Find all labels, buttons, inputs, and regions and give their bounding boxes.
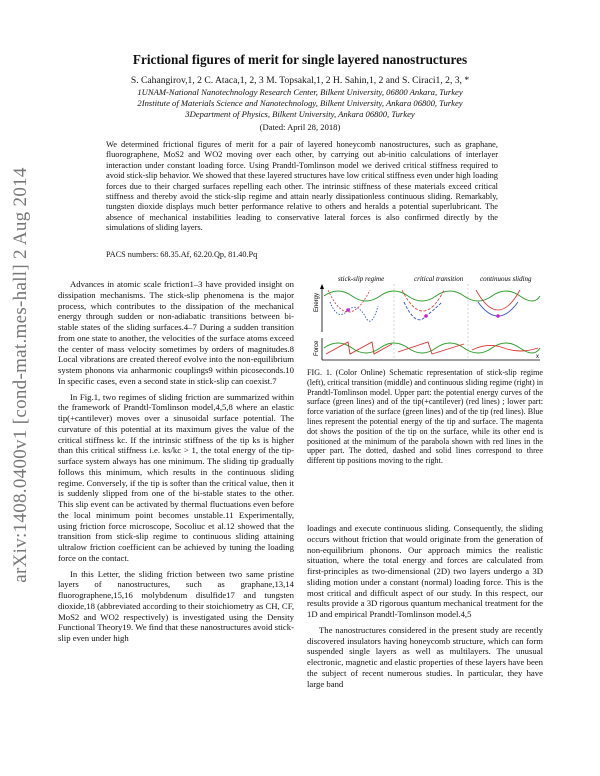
paragraph: In this Letter, the sliding friction between two same pristine layers of nanostructures, such as graphane,13,14 fluorographene,15,16 molybdenum disulfide17 and tungsten dioxide,18 (abbreviated according to their stoichiometry as CH, CF, MoS2 and WO2 respectively) is investigated using the Density Functional Theory19. We find that these nanostructures avoid stick-slip even under high (58, 568, 294, 643)
date-line: (Dated: April 28, 2018) (259, 122, 341, 132)
pacs-numbers: PACS numbers: 68.35.Af, 62.20.Qp, 81.40.Pq (106, 250, 258, 259)
tip-position-dot-1 (346, 308, 350, 312)
figure-1 (308, 272, 542, 364)
label-critical: critical transition (414, 275, 464, 283)
tip-position-dot-2 (424, 314, 428, 318)
label-stick-slip: stick-slip regime (338, 275, 385, 283)
abstract: We determined frictional figures of merit for a pair of layered honeycomb nanostructures, such as graphane, fluorographene, MoS2 and WO2 moving over each other, by carrying out ab-initio calculations of interlayer interaction under constant loading force. Using Prandtl-Tomlinson model we derived critical stiffness required to avoid stick-slip behavior. We showed that these layered structures have low critical stiffness even under high loading forces due to their charged surfaces repelling each other. The intrinsic stiffness of these materials exceed critical stiffness and thereby avoid the stick-slip regime and attain nearly dissipationless continuous sliding. Remarkably, tungsten dioxide displays much better performance relative to others and heralds a potential superlubricant. The absence of mechanical instabilities leading to conservative lateral forces is also confirmed directly by the simulations of sliding layers. (106, 140, 498, 233)
affiliation-2: 2Institute of Materials Science and Nanotechnology, Bilkent University, Ankara 06800, Turkey (137, 98, 463, 108)
paragraph: loadings and execute continuous sliding. Consequently, the sliding occurs without friction that would originate from the generation of non-equilibrium phonons. Our approach mimics the realistic situation, where the total energy and forces are calculated from first-principles as two-dimensional (2D) two layers undergo a 3D sliding motion under a constant (normal) loading force. This is the most critical and difficult aspect of our study. In this respect, our results provide a 3D rigorous quantum mechanical treatment for the 1D and empirical Prandtl-Tomlinson model.4,5 (307, 523, 543, 619)
paragraph: The nanostructures considered in the present study are recently discovered insulators having honeycomb structure, which can form suspended single layers as well as multilayers. The unusual electronic, magnetic and elastic properties of these layers have been the subject of recent numerous studies. In particular, they have large band (307, 624, 543, 689)
affiliation-3: 3Department of Physics, Bilkent University, Ankara 06800, Turkey (185, 109, 415, 119)
figure-background (308, 272, 542, 364)
paragraph: In Fig.1, two regimes of sliding friction are summarized within the framework of Prandtl-Tomlinson model,4,5,8 where an elastic tip(+cantilever) moves over a sinusoidal surface potential. The curvature of this potential at its maximum gives the value of the critical stiffness kc. If the intrinsic stiffness of the tip ks is higher than this critical stiffness i.e. ks/kc > 1, the total energy of the tip-surface system always has one minimum. The sliding tip gradually follows this minimum, which results in the continuous sliding regime. Conversely, if the tip is softer than the critical value, then it is suddenly slipped from one of the bi-stable states to the other. This slip event can be activated by thermal fluctuations even before the local minimum point becomes unstable.11 Experimentally, using friction force microscope, Socoliuc et al.12 showed that the transition from stick-slip regime to continuous sliding attaining ultralow friction coefficient can be achieved by tuning the loading force on the contact. (58, 391, 294, 563)
paper-title: Frictional figures of merit for single layered nanostructures (132, 52, 468, 67)
left-column (58, 279, 294, 644)
arxiv-id-text: arXiv:1408.0400v1 [cond-mat.mes-hall] 2 Aug 2014 (10, 167, 31, 583)
tip-position-dot-3 (496, 314, 500, 318)
right-column (307, 523, 543, 689)
energy-axis-label: Energy (314, 292, 320, 312)
arxiv-identifier (6, 150, 36, 600)
figure-caption: FIG. 1. (Color Online) Schematic representation of stick-slip regime (left), critical transition (middle) and continuous sliding regime (right) in Prandtl-Tomlinson model. Upper part: the potential energy curves of the surface (green lines) and of the tip(+cantilever) (red lines) ; lower part: force variation of the surface (green lines) and of the tip (red lines). Blue lines represent the potential energy of the tip and surface. The magenta dot shows the position of the tip on the surface, while its other end is positioned at the minimum of the parabola shown with red lines in the upper part. The dotted, dashed and solid lines correspond to three different tip positions moving to the right. (307, 368, 544, 466)
author-list: S. Cahangirov,1, 2 C. Ataca,1, 2, 3 M. Topsakal,1, 2 H. Sahin,1, 2 and S. Ciraci1, 2, 3, * (130, 75, 470, 86)
affiliation-1: 1UNAM-National Nanotechnology Research Center, Bilkent University, 06800 Ankara, Turkey (137, 87, 463, 97)
force-axis-label: Force (314, 340, 320, 356)
label-continuous: continuous sliding (480, 275, 532, 283)
x-axis-label: x (536, 354, 539, 360)
paragraph: Advances in atomic scale friction1–3 have provided insight on dissipation mechanisms. The stick-slip phenomena is the major process, which contributes to the dissipation of the mechanical energy through sudden or non-adiabatic transitions between bi-stable states of the sliding surfaces.4–7 During a sudden transition from one state to another, the velocities of the surface atoms exceed the center of mass velocity sometimes by orders of magnitudes.8 Local vibrations are created thereof evolve into the non-equilibrium system phonons via anharmonic couplings9 within picoseconds.10 In specific cases, even a second state in stick-slip can coexist.7 (58, 279, 294, 386)
